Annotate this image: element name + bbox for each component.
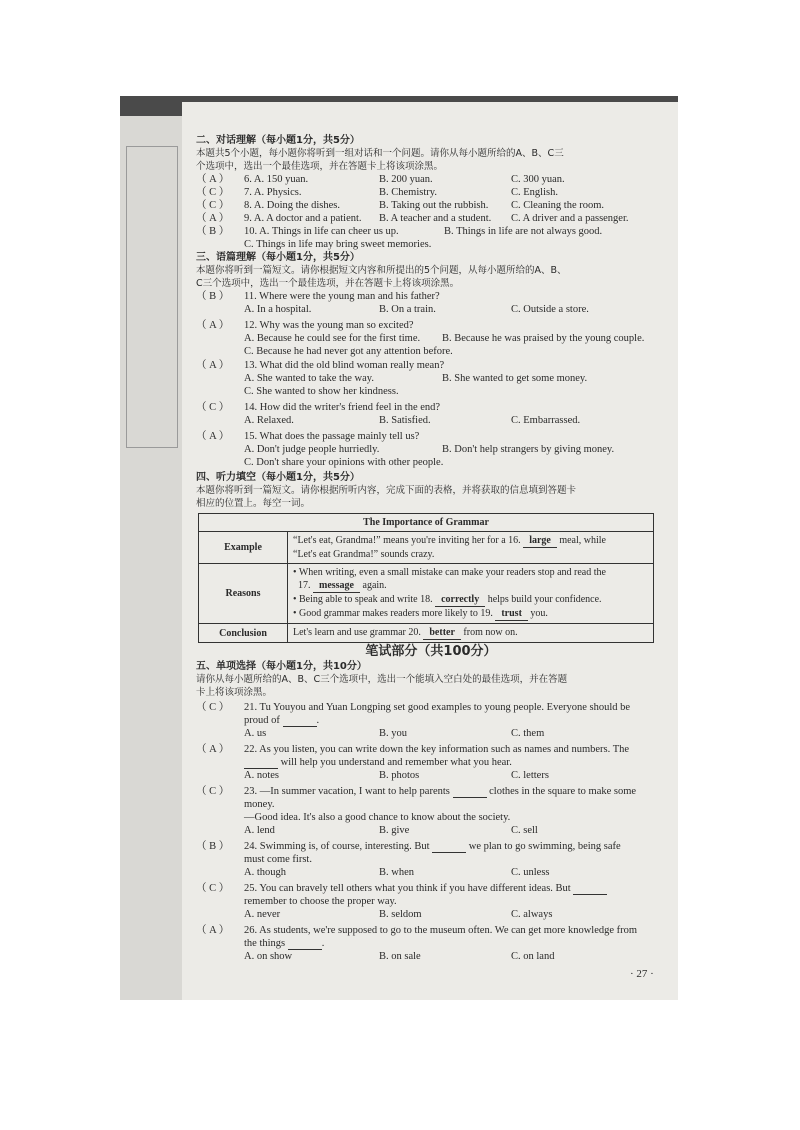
option-a: A. She wanted to take the way.: [244, 373, 374, 384]
option-a: A. Relaxed.: [244, 415, 294, 426]
question-text: 24. Swimming is, of course, interesting. But: [244, 841, 430, 852]
option-b: B. Chemistry.: [379, 187, 437, 198]
answer: （ A ）: [196, 431, 230, 442]
answer: （ B ）: [196, 291, 230, 302]
question-text: 21. Tu Youyou and Yuan Longping set good examples to young people. Everyone should be: [244, 702, 631, 713]
question-text: 26. As students, we're supposed to go to the museum often. We can get more knowledge from: [244, 925, 638, 936]
section2-instructions: [196, 147, 666, 173]
option-a: A. us: [244, 728, 267, 739]
item-6: [196, 173, 666, 186]
answer-17: message: [313, 579, 360, 593]
option-a: 8. A. Doing the dishes.: [244, 200, 340, 211]
instr-line: 本题共5个小题，每小题你将听到一组对话和一个问题。请你从每小题所给的A、B、C三: [196, 148, 564, 159]
option-b: B. 200 yuan.: [379, 174, 433, 185]
conclusion-cell: [288, 624, 654, 643]
page-content: [196, 134, 666, 963]
question-22: [196, 743, 666, 782]
question-text: 11. Where were the young man and his father?: [244, 291, 440, 302]
answer: （ B ）: [196, 841, 230, 852]
instr-line: 卡上将该项涂黑。: [196, 687, 273, 698]
conclusion-text: from now on.: [463, 627, 518, 638]
option-c: C. sell: [511, 825, 538, 836]
item-10: [196, 225, 666, 238]
instr-line: C三个选项中，选出一个最佳选项，并在答题卡上将该项涂黑。: [196, 278, 460, 289]
option-c: C. letters: [511, 770, 549, 781]
section5-instructions: [196, 673, 666, 699]
option-a: A. Don't judge people hurriedly.: [244, 444, 380, 455]
option-c: C. A driver and a passenger.: [511, 213, 629, 224]
item-10-c: C. Things in life may bring sweet memories.: [244, 239, 432, 250]
answer-16: large: [523, 534, 557, 548]
option-a: 9. A. A doctor and a patient.: [244, 213, 362, 224]
example-text: “Let's eat Grandma!” sounds crazy.: [293, 549, 435, 560]
option-b: B. Things in life are not always good.: [444, 226, 603, 237]
question-text: 25. You can bravely tell others what you think if you have different ideas. But: [244, 883, 571, 894]
reason-text: 17.: [298, 580, 311, 591]
option-c: C. on land: [511, 951, 555, 962]
question-text: proud of: [244, 715, 280, 726]
answer: （ A ）: [196, 320, 230, 331]
question-24: [196, 840, 666, 879]
option-a: 10. A. Things in life can cheer us up.: [244, 226, 399, 237]
left-page-edge: [120, 116, 182, 1000]
question-text: 15. What does the passage mainly tell us?: [244, 431, 420, 442]
question-13: [196, 359, 666, 398]
question-text: we plan to go swimming, being safe: [468, 841, 621, 852]
answer: （ A ）: [196, 925, 230, 936]
answer: （ C ）: [196, 200, 230, 211]
option-b: B. Because he was praised by the young couple.: [442, 333, 645, 344]
instr-line: 本题你将听到一篇短文。请你根据所听内容，完成下面的表格，并将获取的信息填到答题卡: [196, 485, 577, 496]
question-text: 13. What did the old blind woman really mean?: [244, 360, 445, 371]
question-text: 12. Why was the young man so excited?: [244, 320, 414, 331]
option-b: B. when: [379, 867, 414, 878]
page-number: · 27 ·: [630, 968, 654, 980]
reason-text: • When writing, even a small mistake can make your readers stop and read the: [293, 567, 606, 578]
question-12: [196, 319, 666, 358]
reason-text: • Good grammar makes readers more likely to 19.: [293, 608, 493, 619]
question-text: —Good idea. It's also a good chance to know about the society.: [244, 812, 511, 823]
example-text: “Let's eat, Grandma!” means you're inviting her for a 16.: [293, 535, 521, 546]
item-8: [196, 199, 666, 212]
section2-title: 二、对话理解（每小题1分，共5分）: [196, 135, 360, 146]
answer: （ A ）: [196, 213, 230, 224]
option-c: C. Cleaning the room.: [511, 200, 605, 211]
question-text: will help you understand and remember what you hear.: [280, 757, 512, 768]
question-text: remember to choose the proper way.: [244, 896, 397, 907]
option-a: 6. A. 150 yuan.: [244, 174, 309, 185]
example-text: meal, while: [559, 535, 606, 546]
option-a: A. never: [244, 909, 281, 920]
instr-line: 个选项中，选出一个最佳选项，并在答题卡上将该项涂黑。: [196, 161, 444, 172]
answer: （ C ）: [196, 187, 230, 198]
option-a: A. though: [244, 867, 286, 878]
conclusion-label: Conclusion: [199, 624, 288, 643]
option-a: A. lend: [244, 825, 275, 836]
question-text: .: [321, 938, 325, 949]
answer-20: better: [423, 626, 461, 640]
reason-text: again.: [362, 580, 387, 591]
answer: （ A ）: [196, 174, 230, 185]
question-15: [196, 430, 666, 469]
table-heading: The Importance of Grammar: [199, 514, 654, 532]
question-26: [196, 924, 666, 963]
grammar-table: [198, 513, 654, 643]
option-b: B. On a train.: [379, 304, 436, 315]
question-text: the things: [244, 938, 286, 949]
exam-page: [182, 102, 678, 1000]
item-7: [196, 186, 666, 199]
option-c: C. Embarrassed.: [511, 415, 581, 426]
question-21: [196, 701, 666, 740]
option-b: B. Don't help strangers by giving money.: [442, 444, 615, 455]
answer: （ C ）: [196, 402, 230, 413]
option-a: 7. A. Physics.: [244, 187, 302, 198]
option-c: C. English.: [511, 187, 558, 198]
book-photo: [120, 96, 678, 1000]
section3-title: 三、语篇理解（每小题1分，共5分）: [196, 252, 360, 263]
section5-title: 五、单项选择（每小题1分，共10分）: [196, 661, 367, 672]
question-14: [196, 401, 666, 427]
option-b: B. photos: [379, 770, 420, 781]
question-text: must come first.: [244, 854, 312, 865]
answer: （ A ）: [196, 360, 230, 371]
option-c: C. unless: [511, 867, 550, 878]
section2-items: [196, 173, 666, 251]
option-a: A. notes: [244, 770, 279, 781]
reason-text: helps build your confidence.: [487, 594, 602, 605]
option-c: C. She wanted to show her kindness.: [244, 386, 399, 397]
option-c: C. Outside a store.: [511, 304, 589, 315]
option-c: C. them: [511, 728, 545, 739]
answer: （ A ）: [196, 744, 230, 755]
option-b: B. give: [379, 825, 410, 836]
question-23: [196, 785, 666, 837]
instr-line: 请你从每小题所给的A、B、C三个选项中，选出一个能填入空白处的最佳选项，并在答题: [196, 674, 568, 685]
reasons-label: Reasons: [199, 564, 288, 624]
option-b: B. A teacher and a student.: [379, 213, 492, 224]
option-c: C. Because he had never got any attention before.: [244, 346, 453, 357]
answer: （ C ）: [196, 883, 230, 894]
section3-instructions: [196, 264, 666, 290]
option-b: B. She wanted to get some money.: [442, 373, 588, 384]
conclusion-text: Let's learn and use grammar 20.: [293, 627, 421, 638]
reason-text: you.: [530, 608, 548, 619]
question-11: [196, 290, 666, 316]
question-text: clothes in the square to make some: [489, 786, 637, 797]
question-25: [196, 882, 666, 921]
question-text: 14. How did the writer's friend feel in the end?: [244, 402, 441, 413]
item-9: [196, 212, 666, 225]
option-a: A. on show: [244, 951, 293, 962]
reasons-cell: [288, 564, 654, 624]
instr-line: 相应的位置上。每空一词。: [196, 498, 311, 509]
answer-18: correctly: [435, 593, 485, 607]
instr-line: 本题你将听到一篇短文。请你根据短文内容和所提出的5个问题，从每小题所给的A、B、: [196, 265, 567, 276]
option-c: C. Don't share your opinions with other people.: [244, 457, 444, 468]
answer-19: trust: [495, 607, 528, 621]
option-b: B. Taking out the rubbish.: [379, 200, 489, 211]
option-b: B. Satisfied.: [379, 415, 431, 426]
option-c: C. always: [511, 909, 553, 920]
answer: （ C ）: [196, 786, 230, 797]
answer: （ B ）: [196, 226, 230, 237]
reason-text: • Being able to speak and write 18.: [293, 594, 433, 605]
example-cell: [288, 532, 654, 564]
answer: （ C ）: [196, 702, 230, 713]
question-text: .: [316, 715, 320, 726]
example-label: Example: [199, 532, 288, 564]
option-a: A. Because he could see for the first time.: [244, 333, 421, 344]
section4-title: 四、听力填空（每小题1分，共5分）: [196, 472, 360, 483]
question-text: 22. As you listen, you can write down the key information such as names and numbers. The: [244, 744, 630, 755]
option-c: C. 300 yuan.: [511, 174, 565, 185]
option-a: A. In a hospital.: [244, 304, 312, 315]
option-b: B. seldom: [379, 909, 422, 920]
option-b: B. on sale: [379, 951, 421, 962]
section4-instructions: [196, 484, 666, 510]
question-text: money.: [244, 799, 275, 810]
option-b: B. you: [379, 728, 408, 739]
written-part-heading: 笔试部分（共100分）: [365, 644, 497, 659]
question-text: 23. —In summer vacation, I want to help parents: [244, 786, 450, 797]
